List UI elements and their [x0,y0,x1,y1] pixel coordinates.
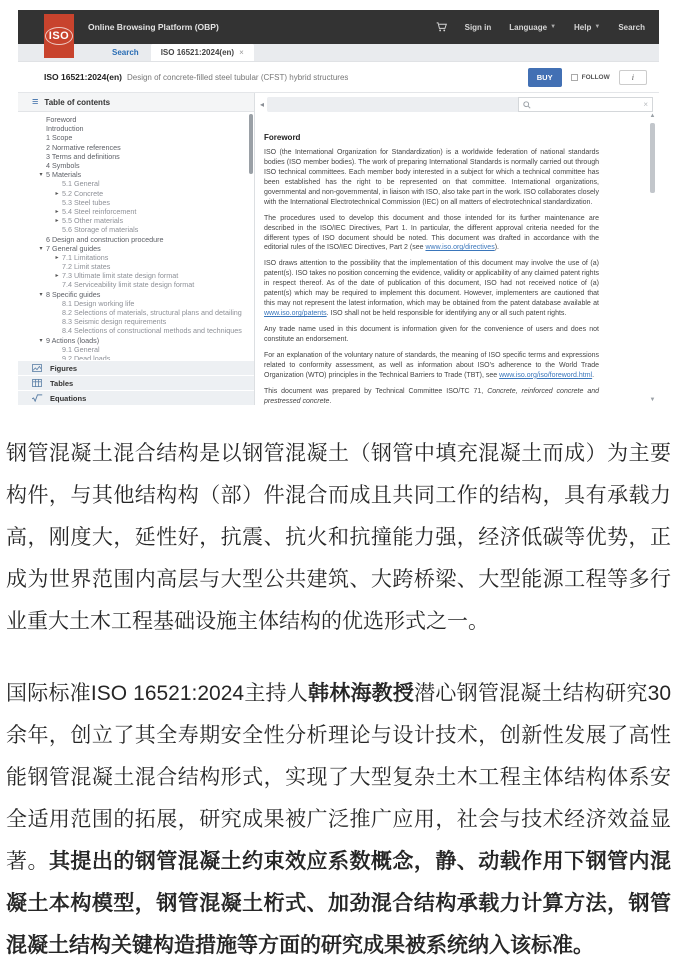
toc-footer [18,360,254,405]
follow-control [571,74,610,81]
toc-item-label: 3 Terms and definitions [46,151,120,161]
iso-logo[interactable] [44,14,74,58]
document-title-bar [18,62,659,92]
close-icon[interactable]: × [239,48,244,57]
search-link[interactable] [618,23,645,32]
expand-node-icon[interactable]: ▸ [55,273,59,280]
toc-item[interactable] [18,124,254,133]
scrollbar-thumb[interactable] [650,123,655,193]
toc-item-label: 7.2 Limit states [62,262,111,272]
toc-item-label: 5.4 Steel reinforcement [62,206,137,216]
toc-item-label: 5.6 Storage of materials [62,225,139,235]
follow-checkbox[interactable] [571,74,578,81]
toc-item[interactable] [18,189,254,198]
document-paragraph [264,387,599,405]
sidebar-footer-label: Equations [50,393,87,403]
expand-node-icon[interactable]: ▸ [55,208,59,215]
toc-item-label: 7.3 Ultimate limit state design format [62,271,179,281]
toc-item-label: 9.1 General [62,344,100,354]
text-run: ISO (the International Organization for Standardization) is a worldwide federation of national standards bodies (ISO member bodies). The work of preparing International Standards is normally carried out through ISO technical committees. Each member body interested in a subject for which a technical committee has been established has the right to be represented on that committee. International organizations, governmental and non-governmental, in liaison with ISO, also take part in the work. ISO collaborates closely with the International Electrotechnical Commission (IEC) on all matters of electrotechnical standardization. [264,149,599,206]
toc-item-label: 5.2 Concrete [62,188,104,198]
text-run: ). [494,244,499,252]
toc-header [18,93,254,112]
toc-item[interactable] [18,308,254,317]
toc-item[interactable] [18,161,254,170]
toc-item[interactable] [18,317,254,326]
toc-scrollbar-thumb[interactable] [249,114,253,174]
text-run: . ISO shall not be held responsible for identifying any or all such patent rights. [326,310,567,318]
text-run: Any trade name used in this document is information given for the convenience of users and does not constitute an endorsement. [264,326,599,343]
language-label: Language [509,22,548,32]
collapse-node-icon[interactable]: ▾ [39,337,43,344]
sidebar-figures-button[interactable] [18,361,254,375]
toc-item[interactable] [18,152,254,161]
table-of-contents-panel [18,93,255,405]
figures-icon [32,364,43,372]
toc-item[interactable] [18,170,254,179]
collapse-node-icon[interactable]: ▾ [39,245,43,252]
equations-icon [32,394,43,402]
tab-strip [18,44,659,62]
italic-text: Concrete, reinforced concrete and prestressed concrete [264,387,600,405]
document-paragraph [264,259,599,319]
inline-link[interactable]: www.iso.org/directives [425,244,495,252]
tab-search[interactable]: Search [112,48,139,57]
expand-node-icon[interactable]: ▸ [55,218,59,225]
toc-item[interactable] [18,207,254,216]
tables-icon [32,379,43,387]
toc-item-label: 2 Normative references [46,142,121,152]
sidebar-footer-label: Figures [50,363,78,373]
toc-item-label: 4 Symbols [46,161,80,171]
toc-item-label: 8.1 Design working life [62,298,135,308]
toc-item[interactable] [18,179,254,188]
search-icon [523,101,531,109]
toc-item[interactable] [18,216,254,225]
document-paragraph [264,148,599,208]
news-article-text [0,405,677,967]
toc-item-label: 9 Actions (loads) [46,335,100,345]
toc-item-label: 8 Specific guides [46,289,101,299]
toc-item[interactable] [18,198,254,207]
toc-item-label: 8.2 Selections of materials, structural plans and detailing [62,308,242,318]
toc-item[interactable] [18,354,254,360]
toc-item[interactable] [18,133,254,142]
text-run: ISO draws attention to the possibility that the implementation of this document may involve the use of (a) patent(s). ISO takes no position concerning the evidence, validity or applicability of any claimed patent rights in respect thereof. As of the date of publication of this document, ISO had not received notice of (a) patent(s) which may be required to implement this document. However, implementers are cautioned that this may not represent the latest information, which may be obtained from the patent database available at [264,260,600,308]
toc-item[interactable] [18,253,254,262]
help-label: Help [574,22,592,32]
toc-item-label: 5.1 General [62,179,100,189]
search-input[interactable] [534,101,640,108]
toc-item[interactable] [18,336,254,345]
toc-item-label: 7.4 Serviceability limit state design format [62,280,195,290]
toc-item[interactable] [18,290,254,299]
section-heading: Foreword [264,133,301,142]
sidebar-footer-label: Tables [50,378,74,388]
toc-item-label: 8.4 Selections of constructional methods and techniques [62,326,242,336]
iso-logo-text: ISO [45,27,73,45]
toc-item[interactable] [18,326,254,335]
text-run: 国际标准ISO 16521:2024主持人 [6,682,308,705]
text-run: This document was prepared by Technical Committee ISO/TC 71, [264,387,488,395]
list-icon: ≡ [32,95,39,108]
toc-item[interactable] [18,115,254,124]
chevron-down-icon: ▼ [594,24,601,30]
toc-item[interactable] [18,271,254,280]
expand-node-icon[interactable]: ▸ [55,190,59,197]
document-content [255,115,645,405]
collapse-node-icon[interactable]: ▾ [39,291,43,298]
toc-item-label: 5.5 Other materials [62,216,124,226]
text-run: For an explanation of the voluntary nature of standards, the meaning of ISO specific terms and expressions related to conformity assessment, as well as information about ISO's adherence to the World Trade Organization (WTO) principles in the Technical Barriers to Trade (TBT), see [264,351,599,379]
document-toolbar [257,96,653,113]
text-run: . [329,397,332,405]
toc-item-label: 5.3 Steel tubes [62,197,110,207]
scroll-up-icon[interactable]: ▲ [649,113,656,119]
info-button[interactable]: i [619,70,647,85]
toc-item-label: 7.1 Limitations [62,252,109,262]
tab-document-label: ISO 16521:2024(en) [160,48,235,57]
inline-link[interactable]: www.iso.org/iso/foreword.html [499,371,593,379]
text-run: 潜心钢管混凝土结构研究30余年，创立了其全寿期安全性分析理论与设计技术，创新性发展了高性能钢管混凝土混合结构形式，实现了大型复杂土木工程主体结构体系安全适用范围的拓展，研究成果被广泛推广应用，社会与技术经济效益显著。 [6,682,671,873]
toc-item-label: 1 Scope [46,133,73,143]
obp-app-window [18,10,659,405]
main-area [18,92,659,405]
toc-item[interactable] [18,262,254,271]
collapse-node-icon[interactable]: ▾ [39,172,43,179]
toc-item[interactable] [18,234,254,243]
document-pane [255,93,659,405]
search-label: Search [618,22,645,32]
toc-item[interactable] [18,244,254,253]
article-paragraph [6,433,671,643]
toc-item[interactable] [18,280,254,289]
toc-item-label: 7 General guides [46,243,101,253]
toc-title: Table of contents [44,97,111,107]
cart-icon[interactable] [436,22,447,32]
toc-item-label: 9.2 Dead loads [62,353,111,360]
text-run: The procedures used to develop this document and those intended for its further maintenance are described in the ISO/IEC Directives, Part 1. In particular, the different approval criteria needed for the different types of ISO document should be noted. This document was drafted in accordance with the editorial rules of the ISO/IEC Directives, Part 2 (see [264,214,599,252]
text-run: 钢管混凝土混合结构是以钢管混凝土（钢管中填充混凝土而成）为主要构件，与其他结构构（部）件混合而成且共同工作的结构，具有承载力高，刚度大，延性好，抗震、抗火和抗撞能力强，经济低碳等优势，正成为世界范围内高层与大型公共建筑、大跨桥梁、大型能源工程等多行业重大土木工程基础设施主体结构的优选形式之一。 [6,442,671,633]
sign-in-link[interactable] [465,23,492,32]
chevron-down-icon: ▼ [550,24,557,30]
toc-item[interactable] [18,225,254,234]
top-navigation [436,22,659,32]
bold-text: 其提出的钢管混凝土约束效应系数概念，静、动载作用下钢管内混凝土本构模型，钢管混凝土桁式、加劲混合结构承载力计算方法，钢管混凝土结构关键构造措施等方面的研究成果被系统纳入该标准。 [6,850,672,957]
sign-in-label: Sign in [464,22,492,32]
scroll-down-icon[interactable]: ▼ [649,397,656,403]
toc-item[interactable] [18,143,254,152]
toc-item[interactable] [18,345,254,354]
buy-button[interactable]: BUY [528,68,562,87]
toc-item-label: Introduction [46,124,84,134]
toc-list [18,112,254,360]
document-paragraph [264,325,599,345]
document-paragraph [264,351,599,381]
toc-item[interactable] [18,299,254,308]
top-header-bar [18,10,659,44]
toc-item-label: Foreword [46,115,77,125]
toc-item-label: 5 Materials [46,170,82,180]
standard-title: Design of concrete-filled steel tubular (CFST) hybrid structures [126,72,349,82]
document-paragraph [264,214,599,254]
article-paragraph [6,673,671,967]
help-menu[interactable] [574,23,600,32]
collapse-sidebar-icon[interactable]: ◂ [260,100,265,109]
bold-text: 韩林海教授 [308,682,415,705]
sidebar-tables-button[interactable] [18,376,254,390]
inline-link[interactable]: www.iso.org/patents [264,310,327,318]
expand-node-icon[interactable]: ▸ [55,254,59,261]
language-menu[interactable] [509,23,556,32]
app-title: Online Browsing Platform (OBP) [88,22,219,32]
clear-search-icon[interactable]: × [643,100,648,109]
sidebar-equations-button[interactable] [18,391,254,405]
toc-item-label: 6 Design and construction procedure [46,234,164,244]
document-scrollbar [648,113,657,403]
in-document-search [518,97,653,112]
standard-code: ISO 16521:2024(en) [44,72,122,82]
tab-document[interactable] [151,44,254,61]
text-run: . [592,371,595,379]
follow-label: FOLLOW [581,73,610,81]
toc-item-label: 8.3 Seismic design requirements [62,317,167,327]
